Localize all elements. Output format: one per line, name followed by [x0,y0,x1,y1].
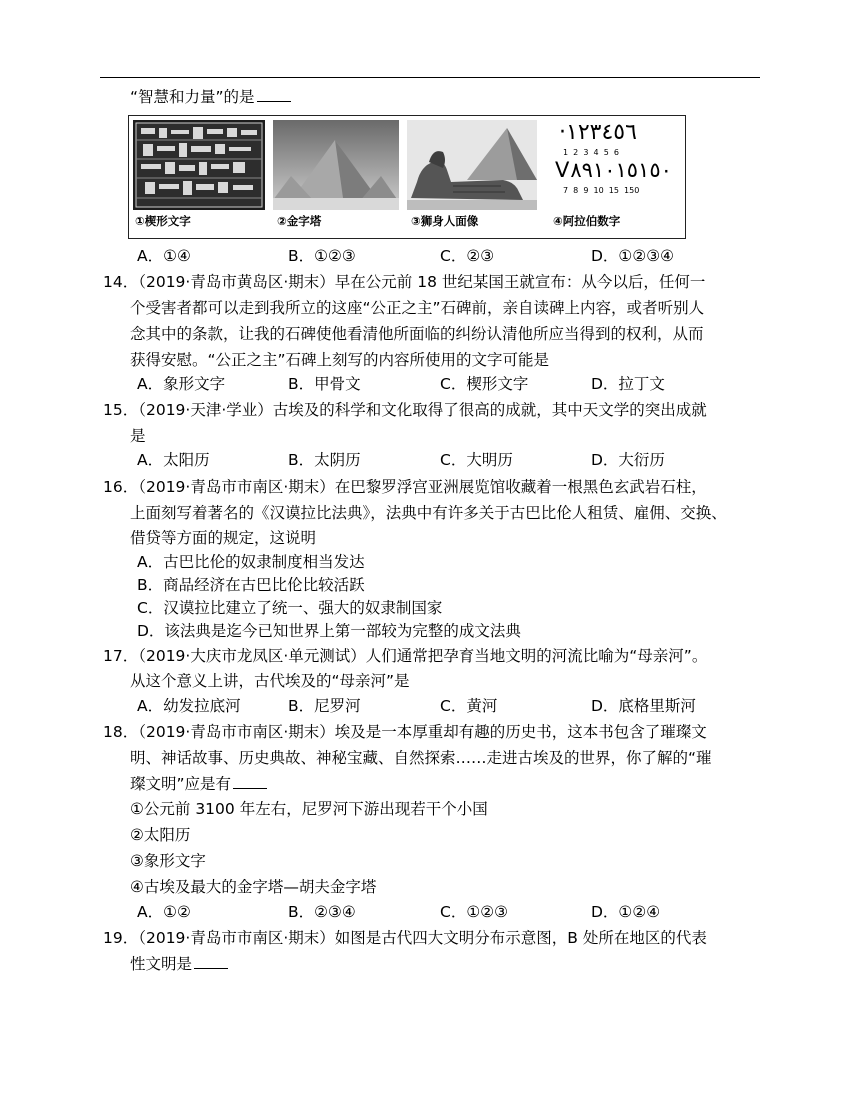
numerals-row1-small: 1 2 3 4 5 6 [563,148,619,157]
q15-line-1: 15．（2019·天津·学业）古埃及的科学和文化取得了很高的成就，其中天文学的突出成就 [103,401,707,419]
option-d[interactable]: D．①②③④ [591,247,675,265]
option-d[interactable]: D．①②④ [591,903,661,921]
q17-line-1: 17．（2019·大庆市龙凤区·单元测试）人们通常把孕育当地文明的河流比喻为“母亲河”。 [103,647,708,665]
option-d[interactable]: D．底格里斯河 [591,697,696,715]
q19-line-2: 性文明是 [130,954,228,974]
q14-line-4: 获得安慰。“公正之主”石碑上刻写的内容所使用的文字可能是 [130,351,550,369]
option-c[interactable]: C．大明历 [440,451,513,469]
q16-line-3: 借贷等方面的规定，这说明 [130,529,317,547]
numerals-row2-small: 7 8 9 10 15 150 [563,186,640,195]
q18-line-2: 明、神话故事、历史典故、神秘宝藏、自然探索……走进古埃及的世界，你了解的“璀 [130,749,712,767]
pyramid-image [273,120,399,210]
q16-option-a[interactable]: A．古巴比伦的奴隶制度相当发达 [137,553,365,571]
q16-option-d[interactable]: D．该法典是迄今已知世界上第一部较为完整的成文法典 [137,622,521,640]
answer-blank [233,774,267,789]
q18-item-4: ④古埃及最大的金字塔—胡夫金字塔 [130,878,377,896]
option-a[interactable]: A．①④ [137,247,191,265]
option-b[interactable]: B．①②③ [288,247,356,265]
cuneiform-image [133,120,265,210]
caption-2: ②金字塔 [277,214,322,228]
option-b[interactable]: B．甲骨文 [288,375,361,393]
answer-blank [194,954,228,969]
option-d[interactable]: D．拉丁文 [591,375,665,393]
q14-line-2: 个受害者都可以走到我所立的这座“公正之主”石碑前，亲自读碑上内容，或者听别人 [130,299,705,317]
option-b[interactable]: B．②③④ [288,903,356,921]
sphinx-image [407,120,537,210]
q18-item-2: ②太阳历 [130,826,191,844]
q16-line-2: 上面刻写着著名的《汉谟拉比法典》，法典中有许多关于古巴比伦人租赁、雇佣、交换、 [130,504,727,522]
q18-line-1: 18．（2019·青岛市市南区·期末）埃及是一本厚重却有趣的历史书，这本书包含了璀璨文 [103,723,707,741]
caption-1: ①楔形文字 [135,214,191,228]
q16-option-c[interactable]: C．汉谟拉比建立了统一、强大的奴隶制国家 [137,599,443,617]
caption-3: ③狮身人面像 [411,214,479,228]
option-b[interactable]: B．太阴历 [288,451,361,469]
option-d[interactable]: D．大衍历 [591,451,665,469]
q17-line-2: 从这个意义上讲，古代埃及的“母亲河”是 [130,672,410,690]
answer-blank [257,87,291,102]
numerals-row1: ·١٢٣٤٥٦ [559,120,637,145]
q16-option-b[interactable]: B．商品经济在古巴比伦比较活跃 [137,576,365,594]
option-a[interactable]: A．太阳历 [137,451,210,469]
q14-line-3: 念其中的条款，让我的石碑使他看清他所面临的纠纷认清他所应当得到的权利，从而 [130,325,704,343]
caption-4: ④阿拉伯数字 [553,214,621,228]
option-a[interactable]: A．象形文字 [137,375,226,393]
q18-line-3: 璨文明”应是有 [130,774,267,794]
q18-item-3: ③象形文字 [130,852,206,870]
option-a[interactable]: A．幼发拉底河 [137,697,241,715]
header-rule [100,77,760,78]
option-c[interactable]: C．①②③ [440,903,509,921]
option-b[interactable]: B．尼罗河 [288,697,361,715]
option-c[interactable]: C．黄河 [440,697,498,715]
q13-figure [128,115,686,239]
arabic-numerals-image [549,120,679,210]
q19-line-1: 19．（2019·青岛市市南区·期末）如图是古代四大文明分布示意图，B 处所在地区的代表 [103,929,707,947]
numerals-row2: V٨٩١٠١٥١٥٠ [555,158,672,182]
q18-item-1: ①公元前 3100 年左右，尼罗河下游出现若干个小国 [130,800,488,818]
q14-line-1: 14．（2019·青岛市黄岛区·期末）早在公元前 18 世纪某国王就宣布：从今以后，任何一 [103,273,706,291]
q16-line-1: 16．（2019·青岛市市南区·期末）在巴黎罗浮宫亚洲展览馆收藏着一根黑色玄武岩石柱， [103,478,707,496]
q15-line-2: 是 [130,427,146,445]
q13-stem: “智慧和力量”的是 [130,87,291,107]
option-c[interactable]: C．②③ [440,247,495,265]
option-a[interactable]: A．①② [137,903,191,921]
option-c[interactable]: C．楔形文字 [440,375,529,393]
